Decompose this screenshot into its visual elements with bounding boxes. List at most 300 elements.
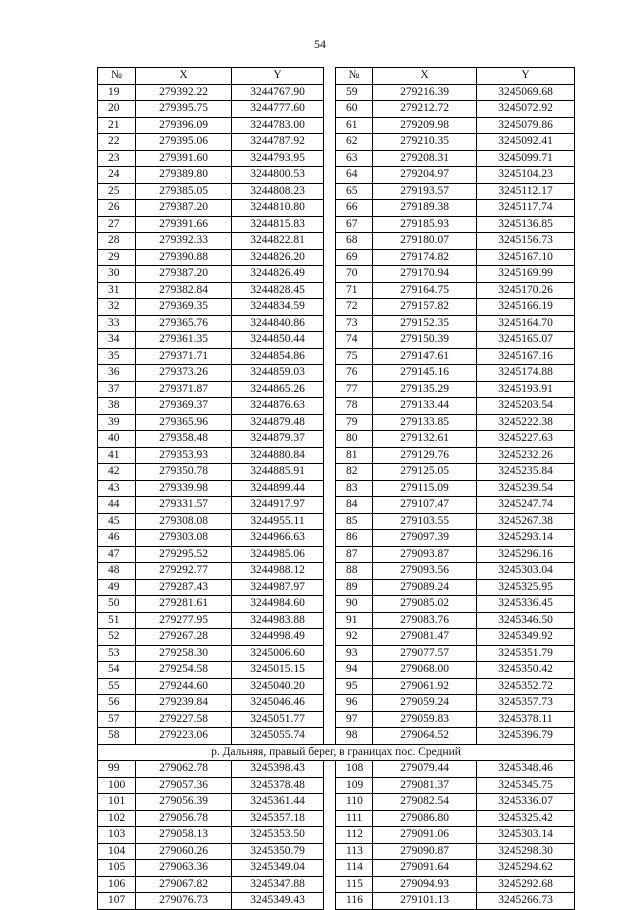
table-row [98,695,575,712]
coord-x: 279097.39 [373,530,477,547]
coord-x: 279085.02 [373,596,477,613]
point-number: 71 [336,282,373,299]
table-row [98,167,575,184]
point-number: 20 [98,101,136,118]
coord-y: 3245136.85 [477,216,575,233]
coord-x: 279129.76 [373,447,477,464]
point-number: 65 [336,183,373,200]
column-gap [324,167,336,184]
coord-x: 279216.39 [373,84,477,101]
coord-x: 279373.26 [136,365,232,382]
coord-y: 3245345.75 [477,777,575,794]
coord-y: 3245232.26 [477,447,575,464]
point-number: 89 [336,579,373,596]
point-number: 69 [336,249,373,266]
column-gap [324,414,336,431]
coord-y: 3244854.86 [232,348,324,365]
coordinates-table [97,67,575,910]
point-number: 105 [98,860,136,877]
coord-x: 279277.95 [136,612,232,629]
coord-x: 279081.37 [373,777,477,794]
point-number: 78 [336,398,373,415]
table-row [98,183,575,200]
coord-x: 279077.57 [373,645,477,662]
coord-y: 3245104.23 [477,167,575,184]
point-number: 26 [98,200,136,217]
coord-x: 279395.75 [136,101,232,118]
point-number: 57 [98,711,136,728]
column-gap [324,183,336,200]
coord-x: 279365.76 [136,315,232,332]
coord-y: 3245398.43 [232,761,324,778]
coord-y: 3244885.91 [232,464,324,481]
coord-y: 3245069.68 [477,84,575,101]
point-number: 67 [336,216,373,233]
point-number: 37 [98,381,136,398]
coord-x: 279308.08 [136,513,232,530]
table-row [98,233,575,250]
header-y: Y [477,68,575,85]
point-number: 21 [98,117,136,134]
coord-y: 3245247.74 [477,497,575,514]
coord-x: 279358.48 [136,431,232,448]
coord-y: 3245239.54 [477,480,575,497]
coord-y: 3244777.60 [232,101,324,118]
point-number: 79 [336,414,373,431]
coord-y: 3245303.14 [477,827,575,844]
point-number: 43 [98,480,136,497]
coord-x: 279223.06 [136,728,232,745]
coord-x: 279244.60 [136,678,232,695]
column-gap [324,612,336,629]
coord-y: 3245170.26 [477,282,575,299]
point-number: 35 [98,348,136,365]
point-number: 48 [98,563,136,580]
column-gap [324,282,336,299]
coord-x: 279076.73 [136,893,232,910]
point-number: 33 [98,315,136,332]
coord-y: 3244810.80 [232,200,324,217]
coord-x: 279093.56 [373,563,477,580]
coord-y: 3244859.03 [232,365,324,382]
table-row [98,84,575,101]
point-number: 54 [98,662,136,679]
table-row [98,827,575,844]
coord-x: 279292.77 [136,563,232,580]
point-number: 104 [98,843,136,860]
point-number: 101 [98,794,136,811]
coord-y: 3245293.14 [477,530,575,547]
point-number: 107 [98,893,136,910]
point-number: 82 [336,464,373,481]
point-number: 66 [336,200,373,217]
column-gap [324,398,336,415]
table-row [98,612,575,629]
column-gap [324,233,336,250]
coord-x: 279063.36 [136,860,232,877]
point-number: 73 [336,315,373,332]
table-row [98,876,575,893]
point-number: 49 [98,579,136,596]
coord-y: 3245072.92 [477,101,575,118]
coord-y: 3245350.42 [477,662,575,679]
column-gap [324,596,336,613]
point-number: 24 [98,167,136,184]
coord-y: 3245055.74 [232,728,324,745]
coord-y: 3245350.79 [232,843,324,860]
point-number: 94 [336,662,373,679]
table-row [98,662,575,679]
table-row [98,398,575,415]
coord-y: 3244787.92 [232,134,324,151]
column-gap [324,332,336,349]
point-number: 62 [336,134,373,151]
point-number: 41 [98,447,136,464]
coord-y: 3245117.74 [477,200,575,217]
coord-y: 3244899.44 [232,480,324,497]
coord-y: 3245325.42 [477,810,575,827]
coord-x: 279254.58 [136,662,232,679]
table-row [98,447,575,464]
column-gap [324,68,336,85]
coord-x: 279145.16 [373,365,477,382]
column-gap [324,84,336,101]
table-row [98,117,575,134]
coord-y: 3245325.95 [477,579,575,596]
coord-x: 279170.94 [373,266,477,283]
coord-x: 279125.05 [373,464,477,481]
header-num: № [336,68,373,85]
coord-x: 279350.78 [136,464,232,481]
coord-x: 279392.33 [136,233,232,250]
coord-y: 3245092.41 [477,134,575,151]
table-row [98,579,575,596]
coord-y: 3245193.91 [477,381,575,398]
point-number: 95 [336,678,373,695]
table-row [98,794,575,811]
table-row [98,810,575,827]
table-row [98,860,575,877]
header-x: X [136,68,232,85]
column-gap [324,678,336,695]
column-gap [324,794,336,811]
coord-x: 279210.35 [373,134,477,151]
coord-x: 279157.82 [373,299,477,316]
point-number: 77 [336,381,373,398]
coord-x: 279295.52 [136,546,232,563]
coord-y: 3244783.00 [232,117,324,134]
coord-x: 279060.26 [136,843,232,860]
coord-x: 279204.97 [373,167,477,184]
table-row [98,728,575,745]
point-number: 88 [336,563,373,580]
point-number: 47 [98,546,136,563]
coord-y: 3244879.37 [232,431,324,448]
coord-x: 279387.20 [136,266,232,283]
coord-y: 3244955.11 [232,513,324,530]
table-row [98,480,575,497]
point-number: 99 [98,761,136,778]
table-row [98,348,575,365]
table-row [98,431,575,448]
coord-x: 279267.28 [136,629,232,646]
point-number: 44 [98,497,136,514]
table-row [98,249,575,266]
coord-y: 3245352.72 [477,678,575,695]
table-row [98,414,575,431]
coord-y: 3245292.68 [477,876,575,893]
column-gap [324,447,336,464]
coord-x: 279339.98 [136,480,232,497]
coord-x: 279067.82 [136,876,232,893]
point-number: 51 [98,612,136,629]
column-gap [324,662,336,679]
coord-x: 279086.80 [373,810,477,827]
point-number: 58 [98,728,136,745]
coord-y: 3245267.38 [477,513,575,530]
coord-x: 279395.06 [136,134,232,151]
coord-y: 3245006.60 [232,645,324,662]
column-gap [324,563,336,580]
column-gap [324,464,336,481]
column-gap [324,150,336,167]
coord-y: 3245015.15 [232,662,324,679]
table-row [98,711,575,728]
point-number: 45 [98,513,136,530]
coord-x: 279391.60 [136,150,232,167]
column-gap [324,200,336,217]
page-number: 54 [314,37,326,51]
coord-x: 279193.57 [373,183,477,200]
table-row [98,299,575,316]
table-row [98,497,575,514]
coord-y: 3245361.44 [232,794,324,811]
table-row [98,200,575,217]
table-header-row [98,68,575,85]
coord-y: 3245166.19 [477,299,575,316]
coord-x: 279303.08 [136,530,232,547]
coord-x: 279135.29 [373,381,477,398]
coord-x: 279361.35 [136,332,232,349]
coord-y: 3245079.86 [477,117,575,134]
coord-y: 3244984.60 [232,596,324,613]
point-number: 64 [336,167,373,184]
column-gap [324,216,336,233]
point-number: 50 [98,596,136,613]
column-gap [324,299,336,316]
coord-y: 3245112.17 [477,183,575,200]
column-gap [324,266,336,283]
point-number: 80 [336,431,373,448]
coord-y: 3244987.97 [232,579,324,596]
column-gap [324,530,336,547]
point-number: 23 [98,150,136,167]
table-row [98,563,575,580]
coord-y: 3245378.48 [232,777,324,794]
point-number: 85 [336,513,373,530]
point-number: 53 [98,645,136,662]
coord-x: 279059.83 [373,711,477,728]
point-number: 102 [98,810,136,827]
coord-y: 3245227.63 [477,431,575,448]
column-gap [324,101,336,118]
point-number: 52 [98,629,136,646]
coord-y: 3245351.79 [477,645,575,662]
table-row [98,266,575,283]
coord-x: 279227.58 [136,711,232,728]
point-number: 34 [98,332,136,349]
coord-y: 3245266.73 [477,893,575,910]
column-gap [324,810,336,827]
coord-x: 279091.06 [373,827,477,844]
point-number: 59 [336,84,373,101]
point-number: 30 [98,266,136,283]
coord-x: 279132.61 [373,431,477,448]
column-gap [324,249,336,266]
coord-y: 3244840.86 [232,315,324,332]
point-number: 42 [98,464,136,481]
coord-y: 3245099.71 [477,150,575,167]
coord-x: 279059.24 [373,695,477,712]
point-number: 90 [336,596,373,613]
coord-x: 279091.64 [373,860,477,877]
point-number: 40 [98,431,136,448]
point-number: 36 [98,365,136,382]
coord-x: 279385.05 [136,183,232,200]
coord-y: 3244834.59 [232,299,324,316]
table-row [98,282,575,299]
coord-y: 3244988.12 [232,563,324,580]
point-number: 106 [98,876,136,893]
coord-y: 3244917.97 [232,497,324,514]
coord-x: 279185.93 [373,216,477,233]
coord-y: 3244826.20 [232,249,324,266]
coord-x: 279371.87 [136,381,232,398]
coord-y: 3245336.45 [477,596,575,613]
point-number: 100 [98,777,136,794]
point-number: 72 [336,299,373,316]
point-number: 32 [98,299,136,316]
point-number: 61 [336,117,373,134]
coord-y: 3245235.84 [477,464,575,481]
point-number: 28 [98,233,136,250]
column-gap [324,761,336,778]
coord-x: 279068.00 [373,662,477,679]
coord-y: 3245051.77 [232,711,324,728]
coord-x: 279133.85 [373,414,477,431]
table-row [98,777,575,794]
table-row [98,332,575,349]
point-number: 31 [98,282,136,299]
section-row [98,744,575,761]
table-row [98,315,575,332]
coord-x: 279107.47 [373,497,477,514]
column-gap [324,695,336,712]
point-number: 55 [98,678,136,695]
coord-x: 279103.55 [373,513,477,530]
point-number: 108 [336,761,373,778]
coord-y: 3245046.46 [232,695,324,712]
coord-y: 3245174.88 [477,365,575,382]
table-row [98,678,575,695]
coord-y: 3245164.70 [477,315,575,332]
coord-x: 279391.66 [136,216,232,233]
coord-x: 279079.44 [373,761,477,778]
column-gap [324,629,336,646]
coord-y: 3245349.92 [477,629,575,646]
table-row [98,134,575,151]
coord-y: 3245357.18 [232,810,324,827]
coord-x: 279387.20 [136,200,232,217]
coord-y: 3244815.83 [232,216,324,233]
coord-x: 279392.22 [136,84,232,101]
column-gap [324,117,336,134]
point-number: 83 [336,480,373,497]
point-number: 111 [336,810,373,827]
table-row [98,629,575,646]
coord-y: 3244865.26 [232,381,324,398]
coord-x: 279164.75 [373,282,477,299]
point-number: 115 [336,876,373,893]
column-gap [324,843,336,860]
coord-x: 279208.31 [373,150,477,167]
column-gap [324,315,336,332]
table-row [98,464,575,481]
table-row [98,530,575,547]
coord-y: 3244800.53 [232,167,324,184]
coord-x: 279390.88 [136,249,232,266]
coord-x: 279094.93 [373,876,477,893]
coord-x: 279093.87 [373,546,477,563]
point-number: 56 [98,695,136,712]
coord-y: 3245396.79 [477,728,575,745]
coord-x: 279056.39 [136,794,232,811]
column-gap [324,365,336,382]
coord-y: 3244983.88 [232,612,324,629]
column-gap [324,497,336,514]
table-row [98,546,575,563]
column-gap [324,348,336,365]
point-number: 22 [98,134,136,151]
coord-y: 3245296.16 [477,546,575,563]
coord-x: 279369.37 [136,398,232,415]
coord-y: 3245040.20 [232,678,324,695]
column-gap [324,827,336,844]
coord-y: 3245349.43 [232,893,324,910]
coord-y: 3244822.81 [232,233,324,250]
coord-y: 3244828.45 [232,282,324,299]
point-number: 27 [98,216,136,233]
coord-x: 279101.13 [373,893,477,910]
coord-x: 279382.84 [136,282,232,299]
coord-x: 279062.78 [136,761,232,778]
column-gap [324,513,336,530]
coord-y: 3245357.73 [477,695,575,712]
table-row [98,381,575,398]
coord-x: 279090.87 [373,843,477,860]
coord-x: 279081.47 [373,629,477,646]
coord-x: 279365.96 [136,414,232,431]
table-row [98,596,575,613]
coord-x: 279061.92 [373,678,477,695]
coord-y: 3245203.54 [477,398,575,415]
coord-x: 279369.35 [136,299,232,316]
column-gap [324,860,336,877]
coord-x: 279058.13 [136,827,232,844]
point-number: 109 [336,777,373,794]
point-number: 92 [336,629,373,646]
coord-x: 279353.93 [136,447,232,464]
